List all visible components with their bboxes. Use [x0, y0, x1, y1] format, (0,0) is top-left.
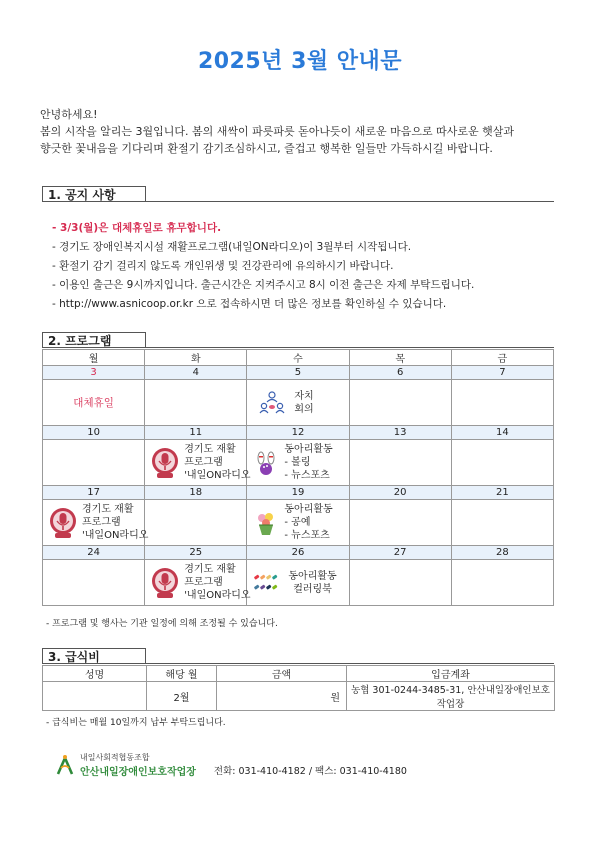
weekday-header: 수 — [247, 350, 349, 366]
program-cell — [247, 440, 349, 486]
notice-item: - 이용인 출근은 9시까지입니다. 출근시간은 지켜주시고 8시 이전 출근은 자제 부탁드립니다. — [52, 279, 475, 291]
event-radio — [145, 443, 251, 482]
program-cell — [145, 440, 251, 486]
event-text: - 볼링 — [284, 457, 311, 468]
greeting-line: 안녕하세요! — [40, 108, 98, 121]
flower-craft-icon — [253, 510, 279, 536]
program-cell — [451, 380, 553, 426]
program-cell — [145, 560, 251, 606]
event-text: 자치 — [294, 390, 314, 402]
date-cell: 3 — [43, 366, 145, 380]
program-cell — [349, 440, 451, 486]
event-radio — [43, 503, 149, 542]
meal-header-row — [43, 666, 555, 682]
date-cell: 12 — [247, 426, 349, 440]
program-heading: 2. 프로그램 — [42, 332, 146, 348]
date-cell: 19 — [247, 486, 349, 500]
radio-mic-icon — [49, 507, 77, 539]
event-text: - 뉴스포츠 — [284, 470, 330, 481]
notice-item: - 환절기 감기 걸리지 않도록 개인위생 및 건강관리에 유의하시기 바랍니다. — [52, 260, 394, 272]
date-cell: 11 — [145, 426, 247, 440]
date-row — [43, 366, 554, 380]
event-club — [247, 570, 348, 596]
event-text: 프로그램 — [184, 577, 223, 588]
program-cell — [451, 560, 553, 606]
event-text: - 뉴스포츠 — [284, 530, 330, 541]
program-cell — [43, 440, 145, 486]
date-cell: 20 — [349, 486, 451, 500]
event-text: 경기도 재활 — [82, 504, 134, 515]
event-text: 프로그램 — [184, 457, 223, 468]
meal-name-cell — [43, 682, 147, 711]
program-cell — [43, 560, 145, 606]
date-cell: 28 — [451, 546, 553, 560]
section-divider — [146, 201, 554, 202]
section-divider — [146, 663, 554, 664]
weekday-header: 금 — [451, 350, 553, 366]
holiday-label: 대체휴일 — [73, 397, 114, 409]
program-cell — [247, 380, 349, 426]
date-cell: 21 — [451, 486, 553, 500]
organization-logo-icon — [56, 754, 74, 776]
radio-mic-icon — [151, 567, 179, 599]
event-text: '내일ON라디오 — [184, 590, 251, 601]
cooperative-name: 내일사회적협동조합 — [80, 753, 150, 762]
radio-mic-icon — [151, 447, 179, 479]
event-text: 경기도 재활 — [184, 444, 236, 455]
bowling-icon — [253, 450, 279, 476]
date-cell: 10 — [43, 426, 145, 440]
event-club — [247, 503, 348, 542]
date-cell: 14 — [451, 426, 553, 440]
notice-list — [52, 219, 474, 314]
program-row — [43, 440, 554, 486]
event-text: '내일ON라디오 — [82, 530, 149, 541]
event-text: 경기도 재활 — [184, 564, 236, 575]
date-cell: 27 — [349, 546, 451, 560]
date-cell: 13 — [349, 426, 451, 440]
meal-note: - 급식비는 매월 10일까지 납부 부탁드립니다. — [46, 718, 226, 728]
date-cell: 4 — [145, 366, 247, 380]
program-note: - 프로그램 및 행사는 기관 일정에 의해 조정될 수 있습니다. — [46, 619, 278, 629]
event-text: 회의 — [294, 403, 314, 415]
greeting — [40, 106, 570, 157]
meal-data-row — [43, 682, 555, 711]
weekday-header: 목 — [349, 350, 451, 366]
weekday-header: 월 — [43, 350, 145, 366]
meal-month-cell: 2월 — [147, 682, 217, 711]
date-cell: 7 — [451, 366, 553, 380]
workshop-name: 안산내일장애인보호작업장 — [80, 767, 196, 778]
meeting-icon — [259, 390, 285, 416]
program-cell — [451, 500, 553, 546]
greeting-line: 향긋한 꽃내음을 기다리며 환절기 감기조심하시고, 즐겁고 행복한 일들만 가득하시길 바랍니다. — [40, 142, 493, 155]
event-radio — [145, 563, 251, 602]
meal-amount-cell: 원 — [217, 682, 347, 711]
event-text: '내일ON라디오 — [184, 470, 251, 481]
date-row — [43, 426, 554, 440]
program-row — [43, 380, 554, 426]
event-text: 동아리활동 — [288, 570, 337, 582]
colored-pencils-icon — [253, 570, 283, 596]
program-cell — [247, 560, 349, 606]
event-text: 컬러링북 — [293, 583, 332, 595]
date-cell: 24 — [43, 546, 145, 560]
program-cell — [349, 500, 451, 546]
program-cell — [349, 560, 451, 606]
section-divider — [146, 347, 554, 348]
program-row — [43, 560, 554, 606]
date-row — [43, 486, 554, 500]
program-cell — [43, 500, 149, 546]
event-text: - 공예 — [284, 517, 311, 528]
meal-header: 성명 — [43, 666, 147, 682]
date-cell: 6 — [349, 366, 451, 380]
weekday-header: 화 — [145, 350, 247, 366]
event-text: 프로그램 — [82, 517, 121, 528]
footer — [56, 752, 407, 778]
meal-heading: 3. 급식비 — [42, 648, 146, 664]
meal-header: 해당 월 — [147, 666, 217, 682]
event-text: 동아리활동 — [284, 504, 333, 515]
program-cell — [145, 500, 247, 546]
date-cell: 18 — [145, 486, 247, 500]
page-title: 2025년 3월 안내문 — [197, 49, 403, 74]
program-calendar — [42, 349, 554, 606]
notice-item: - 경기도 장애인복지시설 재활프로그램(내일ON라디오)이 3월부터 시작됩니다. — [52, 241, 412, 253]
greeting-line: 봄의 시작을 알리는 3월입니다. 봄의 새싹이 파릇파릇 돋아나듯이 새로운 마음으로 따사로운 햇살과 — [40, 125, 514, 138]
program-cell — [451, 440, 553, 486]
program-cell — [247, 500, 349, 546]
meal-header: 입금계좌 — [347, 666, 555, 682]
date-cell: 5 — [247, 366, 349, 380]
program-cell — [349, 380, 451, 426]
date-cell: 25 — [145, 546, 247, 560]
meal-fee-table — [42, 665, 555, 711]
date-cell: 17 — [43, 486, 145, 500]
meal-account-cell: 농협 301-0244-3485-31, 안산내일장애인보호작업장 — [347, 682, 555, 711]
notice-item: - http://www.asnicoop.or.kr 으로 접속하시면 더 많은 정보를 확인하실 수 있습니다. — [52, 298, 447, 310]
contact-info: 전화: 031-410-4182 / 팩스: 031-410-4180 — [213, 766, 407, 777]
date-row — [43, 546, 554, 560]
weekday-row — [43, 350, 554, 366]
meal-header: 금액 — [217, 666, 347, 682]
event-text: 동아리활동 — [284, 444, 333, 455]
program-cell — [145, 380, 247, 426]
event-club — [247, 443, 348, 482]
program-cell — [43, 380, 145, 426]
event-meeting — [247, 390, 348, 416]
organization-name-block — [80, 752, 196, 778]
date-cell: 26 — [247, 546, 349, 560]
program-row — [43, 500, 554, 546]
notice-heading: 1. 공지 사항 — [42, 186, 146, 202]
notice-item: - 3/3(월)은 대체휴일로 휴무합니다. — [52, 222, 222, 234]
